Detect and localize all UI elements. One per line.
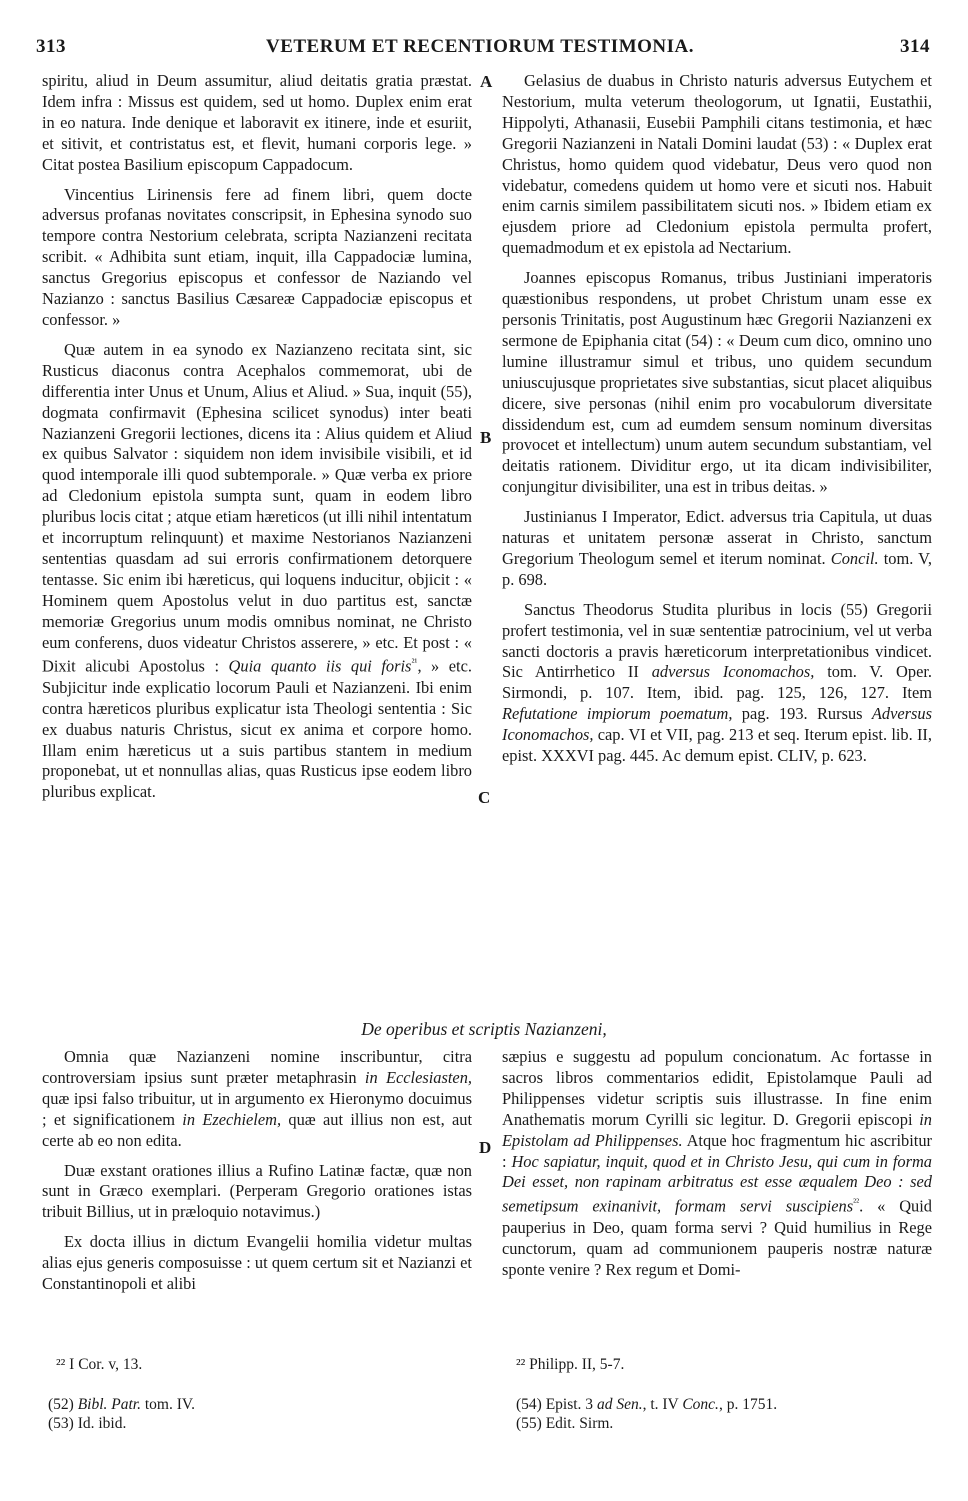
- running-title: VETERUM ET RECENTIORUM TESTIMONIA.: [265, 36, 695, 57]
- column-left-top: [42, 71, 472, 803]
- margin-letter-b: B: [480, 428, 492, 447]
- paragraph: Sanctus Theodorus Studita pluribus in locis (55) Gregorii profert testimonia, vel in suæ sententiæ patrocinium, vel ut verba sancti doctoris a pravis hæreticorum interpretationibus vindicet. Sic Antirrhetico II adversus Iconomachos, tom. V. Oper. Sirmondi, p. 107. Item, ibid. pag. 125, 126, 127. Item Refutatione impiorum poematum, pag. 193. Rursus Adversus Iconomachos, cap. VI et VII, pag. 213 et seq. Iterum epist. lib. II, epist. XXXVI pag. 445. Ac demum epist. CLIV, p. 623.: [502, 599, 933, 766]
- footnote: (54) Epist. 3 ad Sen., t. IV Conc., p. 1751.: [516, 1396, 778, 1413]
- paragraph: Vincentius Lirinensis fere ad finem libri, quem docte adversus profanas novitates conscripsit, in Ephesina synodo suo tempore contra Nestorium celebrata, scripta Nazianzeni recitata scribit. « Adhibita sunt etiam, inquit, illa Cappadociæ lumina, sanctus Gregorius episcopus et confessor de Naziando vel Nazianzo : sanctus Basilius Cæsareæ Cappadociæ episcopus et confessor. »: [42, 184, 472, 329]
- footnote-scripture-left: ²² I Cor. v, 13.: [56, 1356, 143, 1373]
- paragraph: Quæ autem in ea synodo ex Nazianzeno recitata sint, sic Rusticus diaconus contra Acephalos commemorat, ubi de differentia inter Unus et Unum, Alius et Aliud. » Sua, inquit (55), dogmata confirmavit (Ephesina scilicet synodus) inter beati Nazianzeni Gregorii lectiones, dicens ita : Alius quidem et Aliud ex quibus Salvator : siquidem non idem invisibile visibili, et id quod intemporale illi quod subtemporale. » Quæ verba ex priore ad Cledonium epistola sumpta sunt, quam in eodem libro pluribus locis citat ; atque etiam hæreticos (ut illi nihil intentatum et incorruptum relinquunt) et maxime Nestorianos Nazianzeni sententias quasdam ad sui erroris confirmationem detorquere tentasse. Sic enim ibi hæreticus, qui loquens inducitur, objicit : « Hominem quem Apostolus velut in duo partitus est, sanctæ memoriæ Gregorius unum modis omnibus nominat, ne Christo eum conferens, duos videatur Christos asserere, » etc. Et post : « Dixit alicubi Apostolus : Quia quanto iis qui foris$^{^{21}}$, » etc. Subjicitur inde explicatio locorum Pauli et Nazianzeni. Ibi enim contra hæreticos pluribus explicatur ista Theologi sententia : Sic ex duabus naturis Christus, sicut ex anima et corpore homo. Illam enim hæreticus ut a suis partibus stantem in medium proponebat, ut et nonnullas alias, quas Rusticus ipse eodem libro pluribus explicat.: [42, 339, 472, 802]
- running-header: [30, 30, 930, 64]
- section-heading: De operibus et scriptis Nazianzeni,: [361, 1019, 607, 1039]
- margin-letter-a: A: [480, 72, 493, 91]
- paragraph: Duæ exstant orationes illius a Rufino Latinæ factæ, quæ non sunt in Græco exemplari. (Perperam Gregorio orationes istas tribuit Billius, ut in præloquio notavimus.): [42, 1160, 472, 1222]
- paragraph: Ex docta illius in dictum Evangelii homilia videtur multas alias ejus generis composuisse : ut quem certum sit et Nazianzi et Constantinopoli et alibi: [42, 1232, 472, 1294]
- paragraph: sæpius e suggestu ad populum concionatum. Ac fortasse in sacros libros commentarios edidit, Epistolamque Pauli ad Philippenses videtur scriptis suis illustrasse. In fine enim Anathematis morum Cyrilli sic legitur. D. Gregorii episcopi in Epistolam ad Philippenses. Atque hoc fragmentum hic ascribitur : Hoc sapiatur, inquit, quod et in Christo Jesu, qui cum in forma Dei esset, non rapinam arbitratus est esse æqualem Deo : sed semetipsum exinanivit, formam servi suscipiens$^{^{22}}$. « Quid pauperius in Deo, quam forma servi ? Quid humilius in Rege cunctorum, quam ad communionem pauperis nostræ naturæ sponte venire ? Rex regum et Domi-: [502, 1047, 932, 1279]
- column-right-top: [502, 71, 932, 767]
- footnote: (53) Id. ibid.: [48, 1415, 127, 1432]
- paragraph: Gelasius de duabus in Christo naturis adversus Eutychem et Nestorium, multa veterum theologorum, ut Ignatii, Eustathii, Hippolyti, Athanasii, Eusebii Pamphili citans testimonia, et hæc Gregorii Nazianzeni in Natali Domini laudat (53) : « Duplex erat Christus, homo quidem quod videbatur, Deus vero quod non videbatur, comedens quidem ut homo vere et sicuti nos. Habuit enim carnis similem passibilitatem sicuti nos. » Ibidem etiam ex ejusdem priore ad Cledonium epistola permulta profert, quemadmodum et ex epistola ad Nectarium.: [502, 71, 932, 258]
- footnote: (55) Edit. Sirm.: [516, 1415, 614, 1432]
- column-right-bottom: [502, 1047, 932, 1280]
- paragraph: Justinianus I Imperator, Edict. adversus tria Capitula, ut duas naturas et unitatem personæ asserat in Christo, sanctum Gregorium Theologum semel et iterum nominat. Concil. tom. V, p. 698.: [502, 507, 932, 589]
- paragraph: spiritu, aliud in Deum assumitur, aliud deitatis gratia præstat. Idem infra : Missus est quidem, sed ut homo. Duplex enim erat in eo natura. Inde denique et laboravit ex itinere, inde et esuriit, et sitivit, et contristatus est, et flevit, humani corporis lege. » Citat postea Basilium episcopum Cappadocum.: [42, 71, 472, 174]
- footnotes-left: [48, 1395, 195, 1433]
- paragraph: Omnia quæ Nazianzeni nomine inscribuntur, citra controversiam ipsius sunt præter metaphrasin in Ecclesiasten, quæ ipsi falso tribuitur, ut in argumento ex Hieronymo docuimus ; et significationem in Ezechielem, quæ aut illius non est, aut certe ab eo non edita.: [42, 1047, 473, 1150]
- footnotes-right: [516, 1395, 777, 1433]
- margin-letter-c: C: [478, 788, 491, 807]
- footnote: (52) Bibl. Patr. tom. IV.: [48, 1396, 195, 1413]
- page-number-left: 313: [36, 36, 66, 57]
- paragraph: Joannes episcopus Romanus, tribus Justiniani imperatoris quæstionibus respondens, ut probet Christum unam esse ex personis Trinitatis, post Augustinum hæc Gregorii Nazianzeni ex sermone de Epiphania citat (54) : « Deum cum dico, omnino uno lumine illustramur simul et tribus, uno quidem secundum uniuscujusque proprietates sive substantias, sicut placet aliquibus dicere, sive personas (nihil enim pro vocabulorum diversitate dissidendum est, cum ad eumdem sensum nominum diversitas provocet et intellectum) unum autem secundum substantiam, vel deitatis rationem. Dividitur ergo, ut ita dicam indivisibiliter, conjungitur divisibiliter, una est in tribus deitas. »: [502, 268, 932, 497]
- footnote-scripture-right: ²² Philipp. II, 5-7.: [516, 1356, 625, 1373]
- page-number-right: 314: [900, 36, 930, 57]
- column-left-bottom: [42, 1047, 472, 1295]
- margin-letter-d: D: [479, 1138, 492, 1157]
